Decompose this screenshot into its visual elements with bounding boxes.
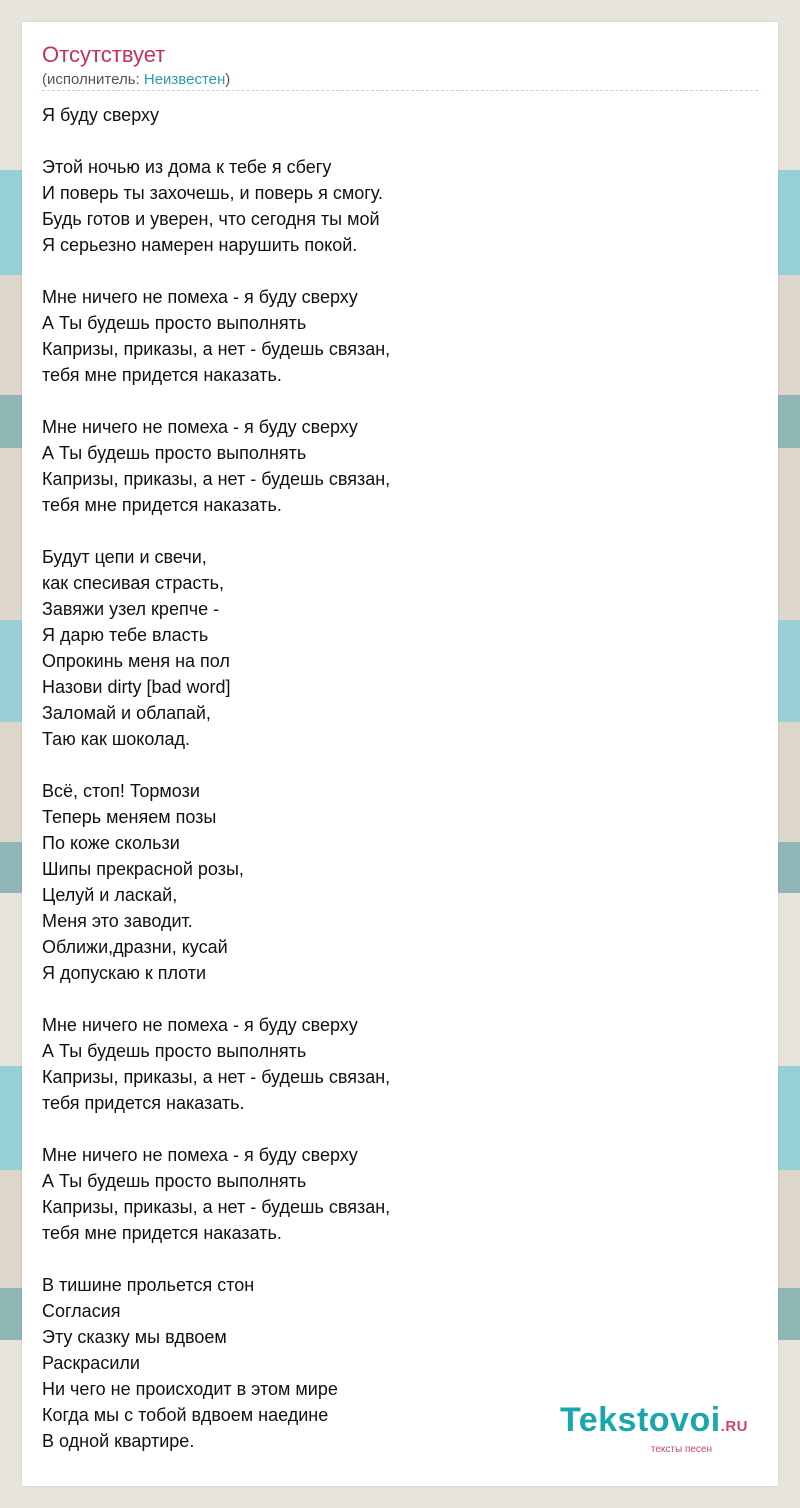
- lyric-line: Заломай и облапай,: [42, 703, 211, 723]
- lyric-line: Капризы, приказы, а нет - будешь связан,: [42, 469, 391, 489]
- lyric-line: Завяжи узел крепче -: [42, 599, 220, 619]
- lyric-line: Капризы, приказы, а нет - будешь связан,: [42, 1197, 391, 1217]
- lyric-line: Раскрасили: [42, 1353, 140, 1373]
- lyric-line: тебя мне придется наказать.: [42, 1223, 282, 1243]
- logo-main-text: Tekstovoi: [559, 1401, 721, 1439]
- lyric-line: Капризы, приказы, а нет - будешь связан,: [42, 339, 391, 359]
- lyric-line: Мне ничего не помеха - я буду сверху: [42, 287, 358, 307]
- lyric-line: как спесивая страсть,: [42, 573, 224, 593]
- stanza-gap: [42, 1246, 758, 1272]
- artist-link[interactable]: Неизвестен: [143, 71, 226, 88]
- lyrics-text: [42, 102, 758, 1454]
- lyric-line: И поверь ты захочешь, и поверь я смогу.: [42, 183, 383, 203]
- stanza-gap: [42, 388, 758, 414]
- lyric-line: Оближи,дразни, кусай: [42, 937, 228, 957]
- stanza-gap: [42, 1116, 758, 1142]
- lyric-line: Таю как шоколад.: [42, 729, 191, 749]
- lyric-line: Шипы прекрасной розы,: [42, 859, 244, 879]
- lyric-line: В тишине прольется стон: [42, 1275, 255, 1295]
- lyric-line: Назови dirty [bad word]: [42, 677, 231, 697]
- lyric-line: Будь готов и уверен, что сегодня ты мой: [42, 209, 380, 229]
- lyric-line: Я допускаю к плоти: [42, 963, 207, 983]
- lyric-line: тебя мне придется наказать.: [42, 365, 282, 385]
- lyric-line: А Ты будешь просто выполнять: [42, 313, 307, 333]
- stanza-gap: [42, 752, 758, 778]
- lyric-line: Будут цепи и свечи,: [42, 547, 207, 567]
- song-title: Отсутствует: [42, 42, 166, 67]
- artist-line: [42, 70, 758, 91]
- logo-tld: .RU: [720, 1418, 748, 1435]
- lyric-line: Мне ничего не помеха - я буду сверху: [42, 1015, 358, 1035]
- lyric-line: Этой ночью из дома к тебе я сбегу: [42, 157, 332, 177]
- lyric-line: Капризы, приказы, а нет - будешь связан,: [42, 1067, 391, 1087]
- artist-suffix: ): [225, 71, 231, 88]
- lyric-line: Эту сказку мы вдвоем: [42, 1327, 227, 1347]
- lyric-line: тебя мне придется наказать.: [42, 495, 282, 515]
- lyric-line: А Ты будешь просто выполнять: [42, 1171, 307, 1191]
- lyric-line: Мне ничего не помеха - я буду сверху: [42, 1145, 358, 1165]
- lyric-line: А Ты будешь просто выполнять: [42, 443, 307, 463]
- lyric-line: Я дарю тебе власть: [42, 625, 209, 645]
- lyric-line: По коже скользи: [42, 833, 180, 853]
- lyric-line: Меня это заводит.: [42, 911, 193, 931]
- lyric-line: Опрокинь меня на пол: [42, 651, 230, 671]
- stanza-gap: [42, 986, 758, 1012]
- lyrics-card: [22, 22, 778, 1486]
- artist-prefix: (исполнитель:: [42, 71, 144, 88]
- lyric-line: Согласия: [42, 1301, 121, 1321]
- lyric-line: Целуй и ласкай,: [42, 885, 178, 905]
- stanza-gap: [42, 518, 758, 544]
- lyric-line: В одной квартире.: [42, 1431, 195, 1451]
- lyric-line: А Ты будешь просто выполнять: [42, 1041, 307, 1061]
- lyric-line: Мне ничего не помеха - я буду сверху: [42, 417, 358, 437]
- lyric-line: Всё, стоп! Тормози: [42, 781, 200, 801]
- lyric-line: Теперь меняем позы: [42, 807, 217, 827]
- lyric-line: Я серьезно намерен нарушить покой.: [42, 235, 358, 255]
- stanza-gap: [42, 258, 758, 284]
- lyric-line: Я буду сверху: [42, 105, 159, 125]
- lyric-line: Когда мы с тобой вдвоем наедине: [42, 1405, 329, 1425]
- stanza-gap: [42, 128, 758, 154]
- site-logo[interactable]: [560, 1403, 748, 1456]
- logo-tagline: тексты песен: [650, 1444, 712, 1455]
- logo-wordmark: [560, 1403, 748, 1444]
- lyric-line: Ни чего не происходит в этом мире: [42, 1379, 338, 1399]
- lyric-line: тебя придется наказать.: [42, 1093, 245, 1113]
